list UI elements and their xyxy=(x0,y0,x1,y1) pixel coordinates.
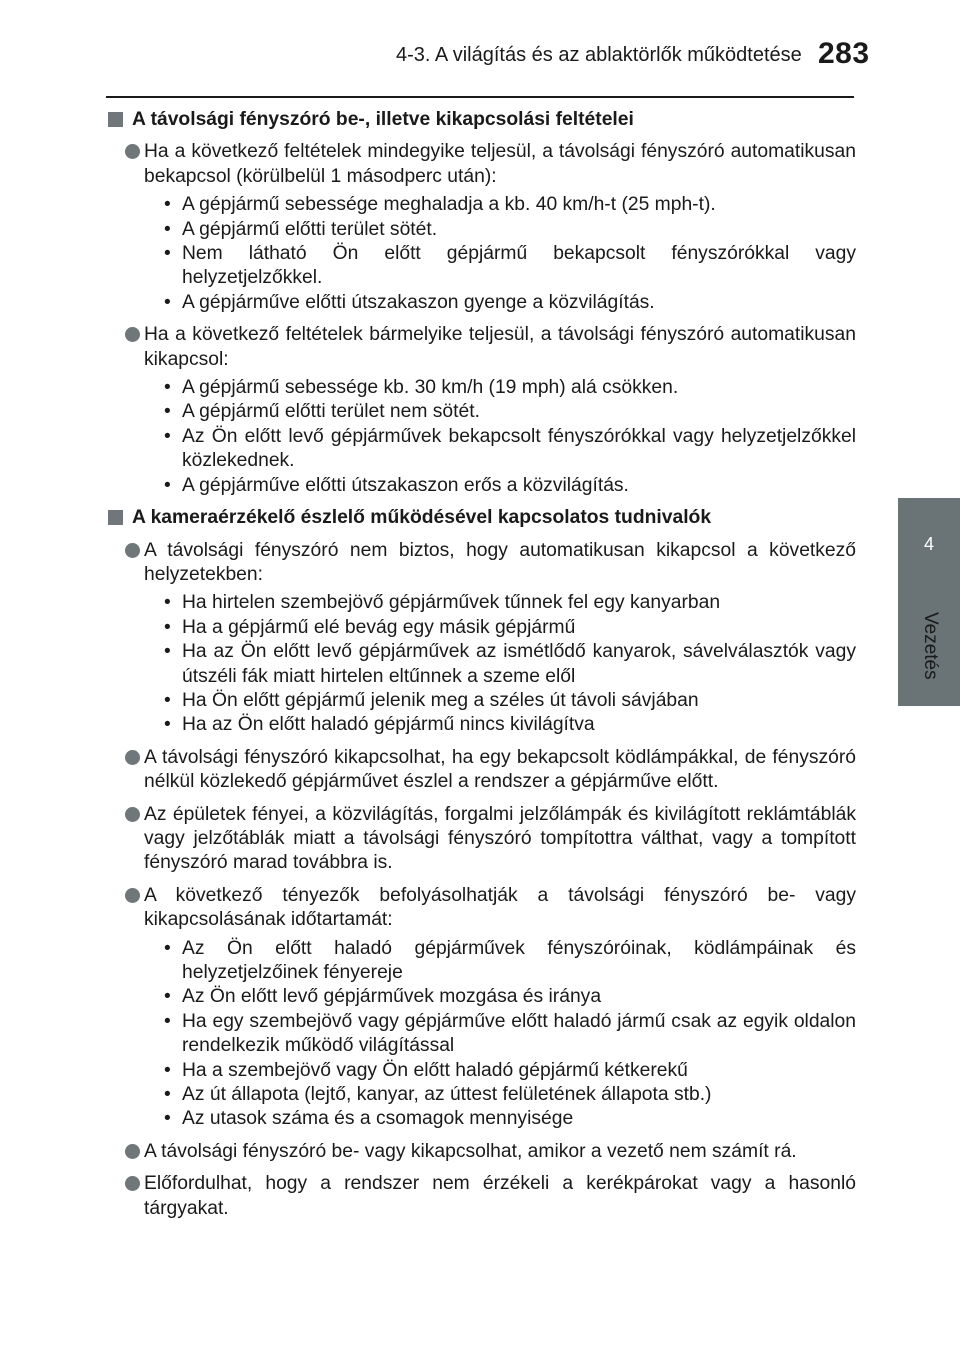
sub-list-item: • Az Ön előtt levő gépjárművek mozgása és iránya xyxy=(164,985,856,1009)
sub-list xyxy=(144,193,856,315)
list-item-text: A távolsági fényszóró kikapcsolhat, ha egy bekapcsolt ködlámpákkal, de fényszóró nélkül közlekedő gépjárművet észlel a rendszer a gépjárműve előtt. xyxy=(144,746,856,793)
circle-bullet-icon xyxy=(125,543,140,558)
circle-bullet-icon xyxy=(125,327,140,342)
sub-list-item: • A gépjárműve előtti útszakaszon gyenge a közvilágítás. xyxy=(164,291,856,315)
circle-bullet-icon xyxy=(125,1176,140,1191)
sub-list-item: • A gépjármű előtti terület nem sötét. xyxy=(164,400,856,424)
section-heading xyxy=(106,108,856,132)
sub-list-item: • Ha hirtelen szembejövő gépjárművek tűnnek fel egy kanyarban xyxy=(164,591,856,615)
sub-list-item: • Ha a szembejövő vagy Ön előtt haladó gépjármű kétkerekű xyxy=(164,1059,856,1083)
page-number: 283 xyxy=(818,37,870,70)
list-item-text: A távolsági fényszóró nem biztos, hogy automatikusan kikapcsol a következő helyzetekben: xyxy=(144,539,856,585)
circle-bullet-icon xyxy=(125,1144,140,1159)
list-item-text: Előfordulhat, hogy a rendszer nem érzékeli a kerékpárokat vagy a hasonló tárgyakat. xyxy=(144,1173,856,1219)
list-item-text: Az épületek fényei, a közvilágítás, forgalmi jelzőlámpák és kivilágított reklámtáblák vagy jelzőtáblák miatt a távolsági fényszóró tompítottra válthat, vagy a tompított fényszóró marad továbbra is. xyxy=(144,803,856,874)
circle-bullet-icon xyxy=(125,750,140,765)
sub-list-item: • Ha a gépjármű elé bevág egy másik gépjármű xyxy=(164,616,856,640)
chapter-tab-number: 4 xyxy=(923,534,934,554)
list-item xyxy=(106,323,856,498)
square-bullet-icon xyxy=(108,510,123,525)
square-bullet-icon xyxy=(108,112,123,127)
list-item-text: A távolsági fényszóró be- vagy kikapcsolhat, amikor a vezető nem számít rá. xyxy=(144,1140,797,1162)
list-item xyxy=(106,539,856,738)
section-heading-text: A kameraérzékelő észlelő működésével kapcsolatos tudnivalók xyxy=(132,507,712,529)
sub-list-item: • Ha Ön előtt gépjármű jelenik meg a széles út távoli sávjában xyxy=(164,689,856,713)
sub-list-item: • A gépjármű sebessége meghaladja a kb. 40 km/h-t (25 mph-t). xyxy=(164,193,856,217)
circle-bullet-icon xyxy=(125,807,140,822)
sub-list-item: • Nem látható Ön előtt gépjármű bekapcsolt fényszórókkal vagy helyzetjelzőkkel. xyxy=(164,242,856,291)
sub-list-item: • Az út állapota (lejtő, kanyar, az úttest felületének állapota stb.) xyxy=(164,1083,856,1107)
list-item xyxy=(106,803,856,876)
circle-bullet-icon xyxy=(125,144,140,159)
sub-list-item: • Az Ön előtt levő gépjárművek bekapcsolt fényszórókkal vagy helyzetjelzőkkel közlekednek. xyxy=(164,425,856,474)
sub-list-item: • Ha az Ön előtt haladó gépjármű nincs kivilágítva xyxy=(164,713,856,737)
list-item-text: A következő tényezők befolyásolhatják a távolsági fényszóró be- vagy kikapcsolásának időtartamát: xyxy=(144,884,856,931)
sub-list-item: • A gépjárműve előtti útszakaszon erős a közvilágítás. xyxy=(164,474,856,498)
sub-list xyxy=(144,937,856,1132)
sub-list-item: • Ha egy szembejövő vagy gépjárműve előtt haladó jármű csak az egyik oldalon rendelkezik működő világítással xyxy=(164,1010,856,1059)
page-content xyxy=(106,108,856,1229)
sub-list-item: • Az utasok száma és a csomagok mennyisége xyxy=(164,1107,856,1131)
list-item xyxy=(106,140,856,315)
chapter-title: 4-3. A világítás és az ablaktörlők működtetése xyxy=(396,44,802,66)
list-item-text: Ha a következő feltételek mindegyike teljesül, a távolsági fényszóró automatikusan bekapcsol (körülbelül 1 másodperc után): xyxy=(144,141,856,187)
sub-list-item: • A gépjármű sebessége kb. 30 km/h (19 mph) alá csökken. xyxy=(164,376,856,400)
sub-list-item: • Ha az Ön előtt levő gépjárművek az ismétlődő kanyarok, sávelválasztók vagy útszéli fák miatt hirtelen eltűnnek a szeme elől xyxy=(164,640,856,689)
list-item xyxy=(106,746,856,795)
sub-list xyxy=(144,591,856,737)
chapter-tab-label: Vezetés xyxy=(920,612,941,680)
list-item-text: Ha a következő feltételek bármelyike teljesül, a távolsági fényszóró automatikusan kikapcsol: xyxy=(144,324,856,370)
header-divider xyxy=(106,96,854,98)
sub-list-item: • A gépjármű előtti terület sötét. xyxy=(164,218,856,242)
section-heading xyxy=(106,506,856,530)
list-item xyxy=(106,1172,856,1221)
list-item xyxy=(106,884,856,1132)
section-heading-text: A távolsági fényszóró be-, illetve kikapcsolási feltételei xyxy=(132,109,634,130)
sub-list xyxy=(144,376,856,498)
sub-list-item: • Az Ön előtt haladó gépjárművek fényszóróinak, ködlámpáinak és helyzetjelzőinek fényereje xyxy=(164,937,856,986)
list-item xyxy=(106,1140,856,1164)
circle-bullet-icon xyxy=(125,888,140,903)
